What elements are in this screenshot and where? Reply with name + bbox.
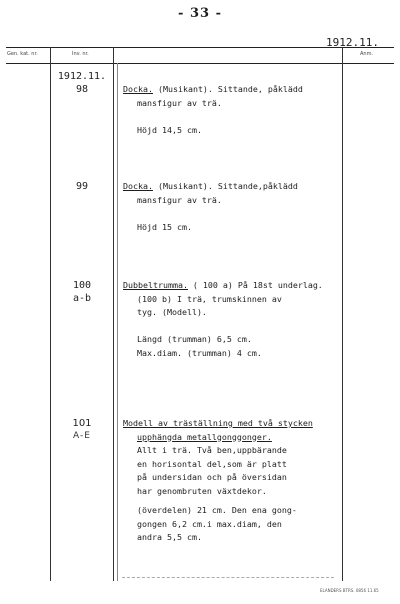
entry-line: (100 b) I trä, trumskinnen av <box>137 293 282 304</box>
catalog-entry-101 <box>123 417 343 545</box>
entry-line: mansfigur av trä. <box>137 194 222 205</box>
entry-line: andra 5,5 cm. <box>137 532 202 542</box>
entry-line: en horisontal del,som är platt <box>137 458 287 469</box>
entry-line: (överdelen) 21 cm. Den ena gong- <box>137 505 297 515</box>
entry-line: Längd (trumman) 6,5 cm. <box>137 334 252 344</box>
entry-line: Höjd 14,5 cm. <box>137 124 202 135</box>
header-gen-kat-nr: Gen. kat. nr. <box>7 51 38 57</box>
column-divider-inner <box>117 63 118 581</box>
catalog-entry-99 <box>123 180 343 234</box>
inventory-number-99 <box>52 180 112 193</box>
header-rule-bottom <box>6 63 394 64</box>
entry-first-line: (Musikant). Sittande, påklädd <box>152 84 303 94</box>
inventory-date: 1912.11. <box>57 71 107 82</box>
entry-line: upphängda metallgonggonger. <box>137 431 272 442</box>
inventory-number: 100 <box>72 280 92 291</box>
entry-line: Max.diam. (trumman) 4 cm. <box>137 347 262 358</box>
entry-spacer <box>123 320 343 334</box>
entry-line: gongen 6,2 cm.i max.diam, den <box>137 518 282 529</box>
bottom-dashed-rule <box>122 577 334 578</box>
entry-line: tyg. (Modell). <box>137 307 207 317</box>
entry-title: Docka. <box>123 84 153 94</box>
entry-title: Dubbeltrumma. <box>123 280 188 290</box>
entry-line: på undersidan och på översidan <box>137 472 287 482</box>
inventory-number: 101 <box>72 418 92 429</box>
inventory-number-100 <box>52 279 112 305</box>
inventory-number: 98 <box>75 84 89 95</box>
entry-line: har genombruten växtdekor. <box>137 485 267 496</box>
entry-title: Modell av träställning med två stycken <box>123 418 313 428</box>
entry-first-line: ( 100 a) På 18st underlag. <box>187 280 323 290</box>
top-date: 1912.11. <box>326 36 379 49</box>
header-anm: Anm. <box>360 51 374 57</box>
inventory-subnumber: A-E <box>73 431 91 441</box>
entry-spacer <box>123 110 343 124</box>
inventory-number-101 <box>52 417 112 443</box>
page-number: - 33 - <box>178 6 222 21</box>
inventory-number-98 <box>52 70 112 96</box>
entry-line: Allt i trä. Två ben,uppbärande <box>137 445 287 455</box>
catalog-entry-100 <box>123 279 343 360</box>
printer-imprint: ELANDERS BTRS. 0856 11.65 <box>320 588 379 593</box>
header-rule-top <box>6 47 394 48</box>
column-divider-2 <box>113 47 114 581</box>
entry-title: Docka. <box>123 181 153 191</box>
header-inv-nr: Inv. nr. <box>72 51 89 57</box>
entry-line: Höjd 15 cm. <box>137 221 192 232</box>
inventory-subnumber: a-b <box>72 293 92 304</box>
entry-spacer <box>123 207 343 221</box>
entry-first-line: (Musikant). Sittande,påklädd <box>152 181 298 191</box>
catalog-entry-98 <box>123 83 343 137</box>
column-divider-1 <box>50 47 51 581</box>
entry-line: mansfigur av trä. <box>137 97 222 108</box>
inventory-number: 99 <box>75 181 89 192</box>
